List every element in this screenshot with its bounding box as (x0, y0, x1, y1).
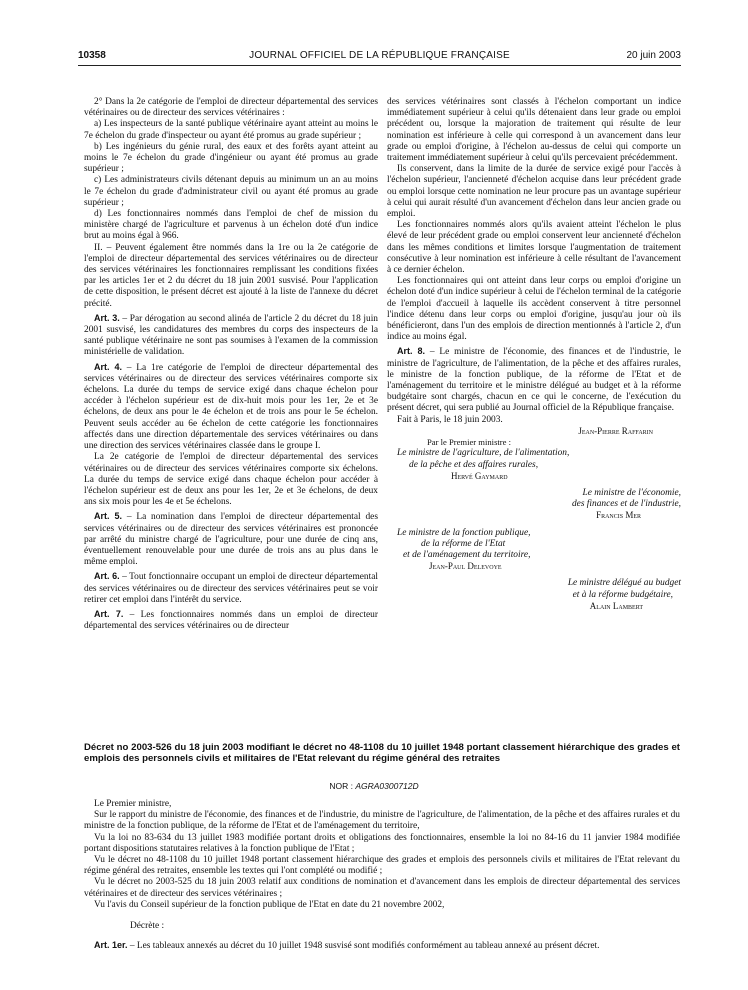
article-label: Art. 7. (94, 608, 124, 619)
preamble-paragraph: Le Premier ministre, (94, 799, 172, 809)
left-column-paragraph (84, 119, 378, 141)
issue-date: 20 juin 2003 (626, 50, 681, 61)
paragraph-text: – La nomination dans l'emploi de directeur départemental des services vétérinaires ou de directeur des services vétérinaires est prononcée par arrêté du ministre chargé de l'agriculture, pour une durée de cinq ans, éventuellement renouvelable pour une durée de trois ans au plus dans le même emploi. (84, 512, 378, 568)
eco-title-1: Le ministre de l'économie, (582, 487, 681, 498)
paragraph-text: – Par dérogation au second alinéa de l'article 2 du décret du 18 juin 2001 susvisé, les candidatures des membres du corps des inspecteurs de la santé publique vétérinaire ne sont pas soumises à l'examen de la commission ministérielle de validation. (84, 313, 378, 358)
right-column-paragraph (387, 276, 681, 343)
page-header (78, 50, 681, 64)
paragraph-text: b) Les ingénieurs du génie rural, des eaux et des forêts ayant atteint au moins le 7e échelon du grade d'ingénieur ou ayant été promus au grade supérieur ; (84, 141, 378, 175)
left-column-paragraph (84, 313, 378, 359)
article-label: Art. 3. (94, 312, 120, 323)
left-column-paragraph (84, 243, 378, 310)
left-column-paragraph (84, 571, 378, 606)
right-column (387, 97, 681, 612)
paragraph-text: – Le ministre de l'économie, des finances et de l'industrie, le ministre de l'agriculture, de l'alimentation, de la pêche et des affaires rurales, le ministre de la fonction publique, de la réforme de l'Etat et de l'aménagement du territoire et le ministre délégué au budget et à la réforme budgétaire sont chargés, chacun en ce qui le concerne, de l'exécution du présent décret, qui sera publié au Journal officiel de la République française. (387, 347, 681, 414)
signatory-budget: Alain Lambert (589, 600, 643, 611)
preamble-paragraph: Vu le décret no 48-1108 du 10 juillet 1948 portant classement hiérarchique des grades et emplois des personnels civils et militaires de l'Etat relevant du régime général des retraites, ensemble les textes qui l'ont complété ou modifié ; (84, 855, 680, 877)
paragraph-text: – Les fonctionnaires nommés dans un emploi de directeur départemental des services vétérinaires ou de directeur (84, 609, 378, 632)
signatory-fp: Jean-Paul Delevoye (429, 561, 502, 572)
paragraph-text: Les fonctionnaires nommés alors qu'ils avaient atteint l'échelon le plus élevé de leur précédent grade ou emploi conservent leur ancienneté d'échelon dans les mêmes conditions et limites lorsque l'augmentation de traitement consécutive à leur nomination est inférieure à celle résultant de l'avancement à ce dernier échelon. (387, 220, 681, 276)
fp-title-3: et de l'aménagement du territoire, (403, 549, 531, 560)
left-column-paragraph (84, 175, 378, 209)
article-label: Art. 5. (94, 511, 122, 522)
left-column-paragraph (84, 362, 378, 453)
article-1-text: – Les tableaux annexés au décret du 10 juillet 1948 susvisé sont modifiés conformément au tableau annexé au présent décret. (127, 941, 600, 952)
paragraph-text: II. – Peuvent également être nommés dans la 1re ou la 2e catégorie de l'emploi de directeur départemental des services vétérinaires ou de directeur des services vétérinaires les fonctionnaires remplissant les conditions fixées par les articles 1er et 2 du décret du 18 juin 2001 susvisé. Pour l'application de cette disposition, le présent décret est ajouté à la liste de l'annexe du décret précité. (84, 242, 378, 309)
budget-title-2: et à la réforme budgétaire, (572, 589, 673, 600)
paragraph-text: des services vétérinaires sont classés à l'échelon comportant un indice immédiatement supérieur à celui qu'ils détenaient dans leur grade ou emploi précédent ou, lorsque la majoration de traitement qui résulte de leur nomination est inférieure à celle qui correspond à un avancement dans leur grade ou emploi d'origine, à l'échelon au-dessus de celui qui comporte un traitement immédiatement supérieur à celui qu'ils percevaient précédemment. (387, 97, 681, 164)
preamble-paragraph: Vu le décret no 2003-525 du 18 juin 2003 relatif aux conditions de nomination et d'avancement dans les emplois de directeur départemental des services vétérinaires et de directeur des services vétérinaires ; (84, 877, 680, 899)
left-column-paragraph (84, 209, 378, 243)
right-column-paragraph (387, 97, 681, 164)
right-column-text (387, 97, 681, 415)
fp-title-2: de la réforme de l'Etat (421, 538, 506, 549)
decree-title: Décret no 2003-526 du 18 juin 2003 modifiant le décret no 48-1108 du 10 juillet 1948 portant classement hiérarchique des grades et emplois des personnels civils et militaires de l'Etat relevant du régime général des retraites (84, 742, 680, 764)
agri-title-2: de la pêche et des affaires rurales, (409, 459, 539, 470)
article-1 (84, 940, 680, 952)
decree-body (84, 799, 680, 952)
left-column-paragraph (84, 142, 378, 176)
header-rule (78, 65, 681, 66)
right-column-paragraph (387, 220, 681, 276)
paragraph-text: c) Les administrateurs civils détenant depuis au minimum un an au moins le 7e échelon du grade d'administrateur civil ou ayant été promus au grade supérieur ; (84, 175, 378, 208)
article-label: Art. 4. (94, 361, 122, 372)
left-column-paragraph (84, 452, 378, 508)
decree-preamble (84, 799, 680, 911)
paragraph-text: Ils conservent, dans la limite de la durée de service exigé pour l'accès à l'échelon supérieur, l'ancienneté d'échelon acquise dans leur précédent grade ou emploi lorsque cette nomination ne leur procure pas un avantage supérieur à celui qui aurait résulté d'un avancement d'échelon dans leur ancien grade ou emploi. (387, 164, 681, 220)
left-column-paragraph (84, 97, 378, 119)
left-column-paragraph (84, 511, 378, 568)
paragraph-text: a) Les inspecteurs de la santé publique vétérinaire ayant atteint au moins le 7e échelon du grade d'inspecteur ou ayant été promus au grade supérieur ; (84, 119, 378, 141)
signature-date: Fait à Paris, le 18 juin 2003. (397, 414, 503, 425)
right-column-paragraph (387, 164, 681, 220)
paragraph-text: – La 1re catégorie de l'emploi de directeur départemental des services vétérinaires ou de directeur des services vétérinaires comporte six échelons. La durée du temps de service exigé dans chaque échelon pour accéder à l'échelon supérieur est de dix-huit mois pour les 1er, 2e et 3e échelons, de deux ans pour le 4e échelon et de trois ans pour le 5e échelon. Peuvent seuls accéder au 6e échelon de cette catégorie les fonctionnaires affectés dans une direction départementale des services vétérinaires ou dans une direction des services vétérinaires classée dans le groupe I. (84, 362, 378, 452)
paragraph-text: La 2e catégorie de l'emploi de directeur départemental des services vétérinaires ou de directeur des services vétérinaires comporte six échelons. La durée du temps de service exigé dans chaque échelon pour accéder à l'échelon supérieur est de deux ans pour les 1er, 2e et 3e échelons, de deux ans six mois pour les 4e et 5e échelons. (84, 452, 378, 508)
article-1-label: Art. 1er. (94, 940, 128, 951)
decrete-label: Décrète : (130, 921, 165, 932)
page-number: 10358 (78, 50, 106, 61)
nor-label: NOR : (329, 781, 353, 791)
right-column-paragraph (387, 346, 681, 414)
article-label: Art. 8. (397, 346, 425, 357)
preamble-paragraph: Vu l'avis du Conseil supérieur de la fonction publique de l'Etat en date du 21 novembre 2002, (94, 899, 445, 910)
eco-title-2: des finances et de l'industrie, (571, 499, 681, 510)
article-label: Art. 6. (94, 571, 120, 582)
nor-reference (0, 781, 748, 791)
paragraph-text: Les fonctionnaires qui ont atteint dans leur corps ou emploi d'origine un échelon doté d'un indice supérieur à celui de l'échelon terminal de la catégorie de l'emploi d'accueil à laquelle ils accèdent conservent à titre personnel l'indice détenu dans leur corps ou emploi d'origine, jusqu'au jour où ils bénéficieront, dans l'un des emplois de direction mentionnés à l'article 2, d'un indice au moins égal. (387, 276, 681, 343)
paragraph-text: 2° Dans la 2e catégorie de l'emploi de directeur départemental des services vétérinaires ou de directeur des services vétérinaires : (84, 97, 378, 119)
fp-title-1: Le ministre de la fonction publique, (397, 527, 531, 538)
signatory-pm-intro: Par le Premier ministre : (427, 437, 512, 448)
signatory-pm: Jean-Pierre Raffarin (578, 425, 653, 436)
signatory-eco: Francis Mer (596, 510, 641, 521)
journal-title: JOURNAL OFFICIEL DE LA RÉPUBLIQUE FRANÇAISE (249, 50, 510, 61)
paragraph-text: – Tout fonctionnaire occupant un emploi de directeur départemental des services vétérinaires ou de directeur des services vétérinaires peut se voir retirer cet emploi dans l'intérêt du service. (84, 572, 378, 605)
left-column (84, 97, 378, 632)
budget-title-1: Le ministre délégué au budget (567, 578, 681, 589)
left-column-paragraph (84, 609, 378, 632)
paragraph-text: d) Les fonctionnaires nommés dans l'emploi de chef de mission du ministère chargé de l'agriculture et parvenus à un échelon doté d'un indice brut au moins égal à 966. (84, 209, 378, 242)
nor-code: AGRA0300712D (355, 781, 419, 791)
preamble-paragraph: Sur le rapport du ministre de l'économie, des finances et de l'industrie, du ministre de l'agriculture, de l'alimentation, de la pêche et des affaires rurales et du ministre de la fonction publique, de la réforme de l'Etat et de l'aménagement du territoire, (84, 810, 680, 832)
signatory-agri: Hervé Gaymard (451, 470, 508, 481)
agri-title-1: Le ministre de l'agriculture, de l'alimentation, (397, 448, 570, 459)
preamble-paragraph: Vu la loi no 83-634 du 13 juillet 1983 modifiée portant droits et obligations des fonctionnaires, ensemble la loi no 84-16 du 11 janvier 1984 modifiée portant dispositions statutaires relatives à la fonction publique de l'Etat ; (84, 832, 680, 854)
